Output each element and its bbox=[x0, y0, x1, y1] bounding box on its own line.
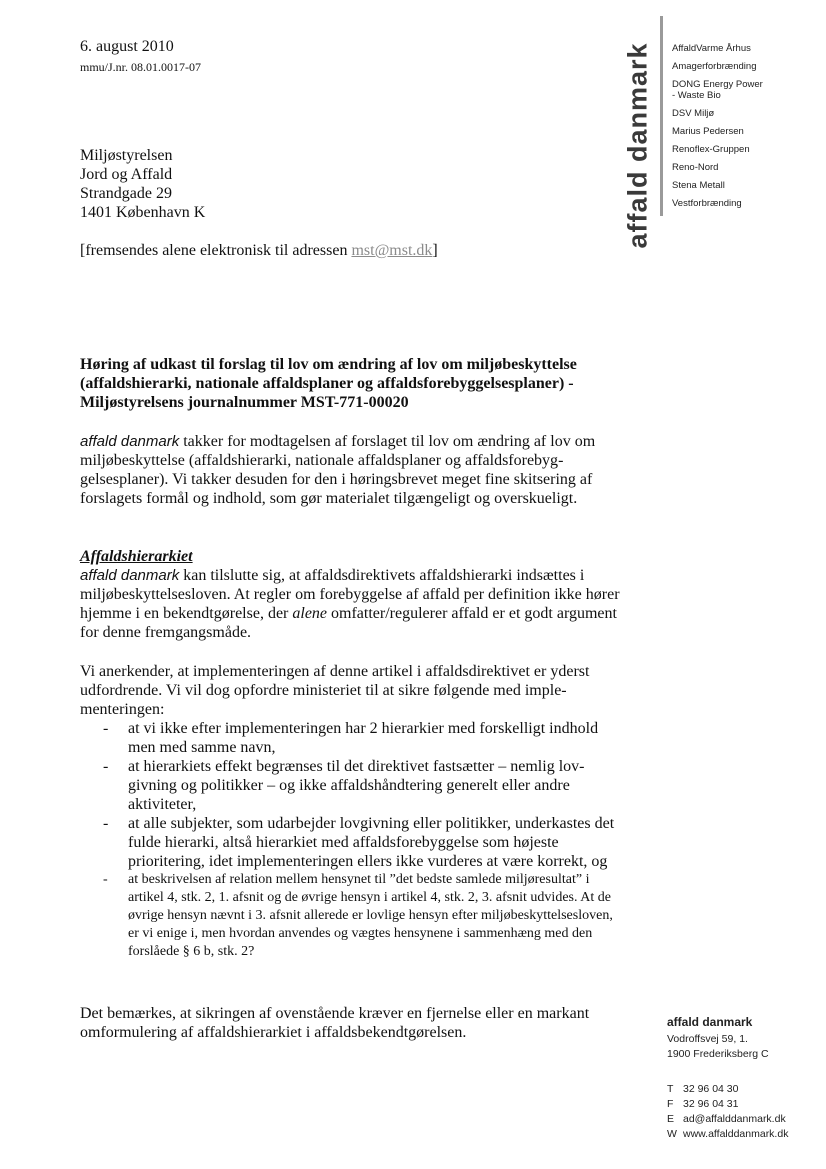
fax-line bbox=[667, 1097, 788, 1112]
requirements-list bbox=[80, 719, 620, 961]
web-label: W bbox=[667, 1128, 677, 1140]
delivery-note bbox=[80, 242, 438, 260]
footer-street: Vodroffsvej 59, 1. bbox=[667, 1033, 748, 1045]
recipient-line: Strandgade 29 bbox=[80, 185, 172, 202]
list-item bbox=[80, 871, 620, 961]
list-item bbox=[80, 757, 620, 814]
email-link[interactable]: ad@affalddanmark.dk bbox=[683, 1113, 786, 1125]
member-item-line: - Waste Bio bbox=[672, 90, 721, 101]
website-link[interactable]: www.affalddanmark.dk bbox=[683, 1128, 789, 1140]
member-item-line: DONG Energy Power bbox=[672, 79, 763, 90]
member-item: AffaldVarme Århus bbox=[672, 43, 751, 54]
member-item: Stena Metall bbox=[672, 180, 725, 191]
section-heading: Affaldshierarkiet bbox=[80, 548, 193, 565]
paragraph-text: omfatter/regulerer affald er et godt argument for denne fremgangsmåde. bbox=[80, 605, 617, 641]
delivery-note-suffix: ] bbox=[432, 242, 438, 259]
member-item: Vestforbrænding bbox=[672, 198, 742, 209]
member-item: Marius Pedersen bbox=[672, 126, 744, 137]
member-list bbox=[672, 40, 763, 213]
list-item bbox=[80, 719, 620, 757]
recipient-email-link[interactable]: mst@mst.dk bbox=[351, 242, 433, 259]
phone-line bbox=[667, 1082, 788, 1097]
footer-contact bbox=[667, 1015, 788, 1142]
list-item-text: at beskrivelsen af relation mellem hensynet til ”det bedste samlede miljøresultat” i artikel 4, stk. 2, 1. afsnit og de øvrige hensyn i artikel 4, stk. 2, 3. afsnit udvides. At de øvrige hensyn nævnt i 3. afsnit allerede er lovlige hensyn efter miljøbeskyttelsesloven, er vi enige i, men hvordan anvendes og vægtes hensynene i sammenhæng med den forslåede § 6 b, stk. 2? bbox=[128, 872, 613, 959]
letter-subject: Høring af udkast til forslag til lov om ændring af lov om miljøbeskyttelse (affaldshierarki, nationale affaldsplaner og affaldsforebyggelsesplaner) - Miljøstyrelsens journalnummer MST-771-00020 bbox=[80, 356, 577, 411]
delivery-note-prefix: [fremsendes alene elektronisk til adressen bbox=[80, 242, 352, 259]
letter-date: 6. august 2010 bbox=[80, 38, 174, 55]
list-item bbox=[80, 814, 620, 871]
footer-org-name: affald danmark bbox=[667, 1015, 753, 1029]
recipient-line: Miljøstyrelsen bbox=[80, 147, 173, 164]
intro-paragraph bbox=[80, 432, 620, 508]
member-item bbox=[672, 76, 763, 105]
member-item: Renoflex-Gruppen bbox=[672, 144, 750, 155]
list-item-text: at alle subjekter, som udarbejder lovgivning eller politikker, underkastes det fulde hierarki, altså hierarkiet med affaldsforebyggelse som højeste prioritering, idet implementeringen ellers ikke vurderes at være korrekt, og bbox=[128, 815, 615, 870]
emphasis-text: alene bbox=[292, 605, 328, 622]
email-line bbox=[667, 1112, 788, 1127]
list-dash: - bbox=[103, 815, 109, 832]
intro-text: takker for modtagelsen af forslaget til lov om ændring af lov om miljøbeskyttelse (affaldshierarki, nationale affaldsplaner og affaldsforebyggelsesplaner). Vi takker desuden for den i høringsbrevet meget fine skitsering af forslagets formål og indhold, som gør materialet tilgængeligt og overskueligt. bbox=[80, 433, 596, 507]
closing-paragraph: Det bemærkes, at sikringen af ovenstående kræver en fjernelse eller en markant omformulering af affaldshierarkiet i affaldsbekendtgørelsen. bbox=[80, 1005, 590, 1041]
phone-value: 32 96 04 30 bbox=[683, 1083, 739, 1095]
email-label: E bbox=[667, 1113, 675, 1125]
recipient-address bbox=[80, 146, 205, 222]
member-item: DSV Miljø bbox=[672, 108, 715, 119]
fax-value: 32 96 04 31 bbox=[683, 1098, 739, 1110]
brand-name: affald danmark bbox=[80, 433, 180, 450]
phone-label: T bbox=[667, 1083, 674, 1095]
section-paragraph-1 bbox=[80, 566, 620, 642]
section-paragraph-2: Vi anerkender, at implementeringen af denne artikel i affaldsdirektivet er yderst udfordrende. Vi vil dog opfordre ministeriet til at sikre følgende med implementeringen: bbox=[80, 663, 590, 718]
journal-reference: mmu/J.nr. 08.01.0017-07 bbox=[80, 60, 202, 74]
web-line bbox=[667, 1127, 788, 1142]
fax-label: F bbox=[667, 1098, 674, 1110]
list-dash: - bbox=[103, 872, 108, 887]
paragraph-text: kan tilslutte sig, at affaldsdirektivets affaldshierarki indsættes i miljøbeskyttelsesloven. At regler om forebyggelse af affald per definition ikke hører hjemme i en bekendtgørelse, der bbox=[80, 567, 620, 622]
footer-city: 1900 Frederiksberg C bbox=[667, 1048, 769, 1060]
brand-name: affald danmark bbox=[80, 567, 180, 584]
list-item-text: at hierarkiets effekt begrænses til det direktivet fastsætter – nemlig lovgivning og politikker – og ikke affaldshåndtering generelt eller andre aktiviteter, bbox=[128, 758, 585, 813]
footer-spacer bbox=[667, 1062, 788, 1082]
member-item: Reno-Nord bbox=[672, 162, 719, 173]
list-dash: - bbox=[103, 720, 109, 737]
list-item-text: at vi ikke efter implementeringen har 2 hierarkier med forskelligt indhold men med samme navn, bbox=[128, 720, 599, 756]
list-dash: - bbox=[103, 758, 109, 775]
recipient-line: 1401 København K bbox=[80, 204, 206, 221]
member-item: Amagerforbrænding bbox=[672, 61, 757, 72]
recipient-line: Jord og Affald bbox=[80, 166, 173, 183]
logo-text: affald danmark bbox=[622, 42, 653, 249]
affald-danmark-logo bbox=[618, 18, 658, 273]
logo-divider bbox=[660, 16, 663, 216]
